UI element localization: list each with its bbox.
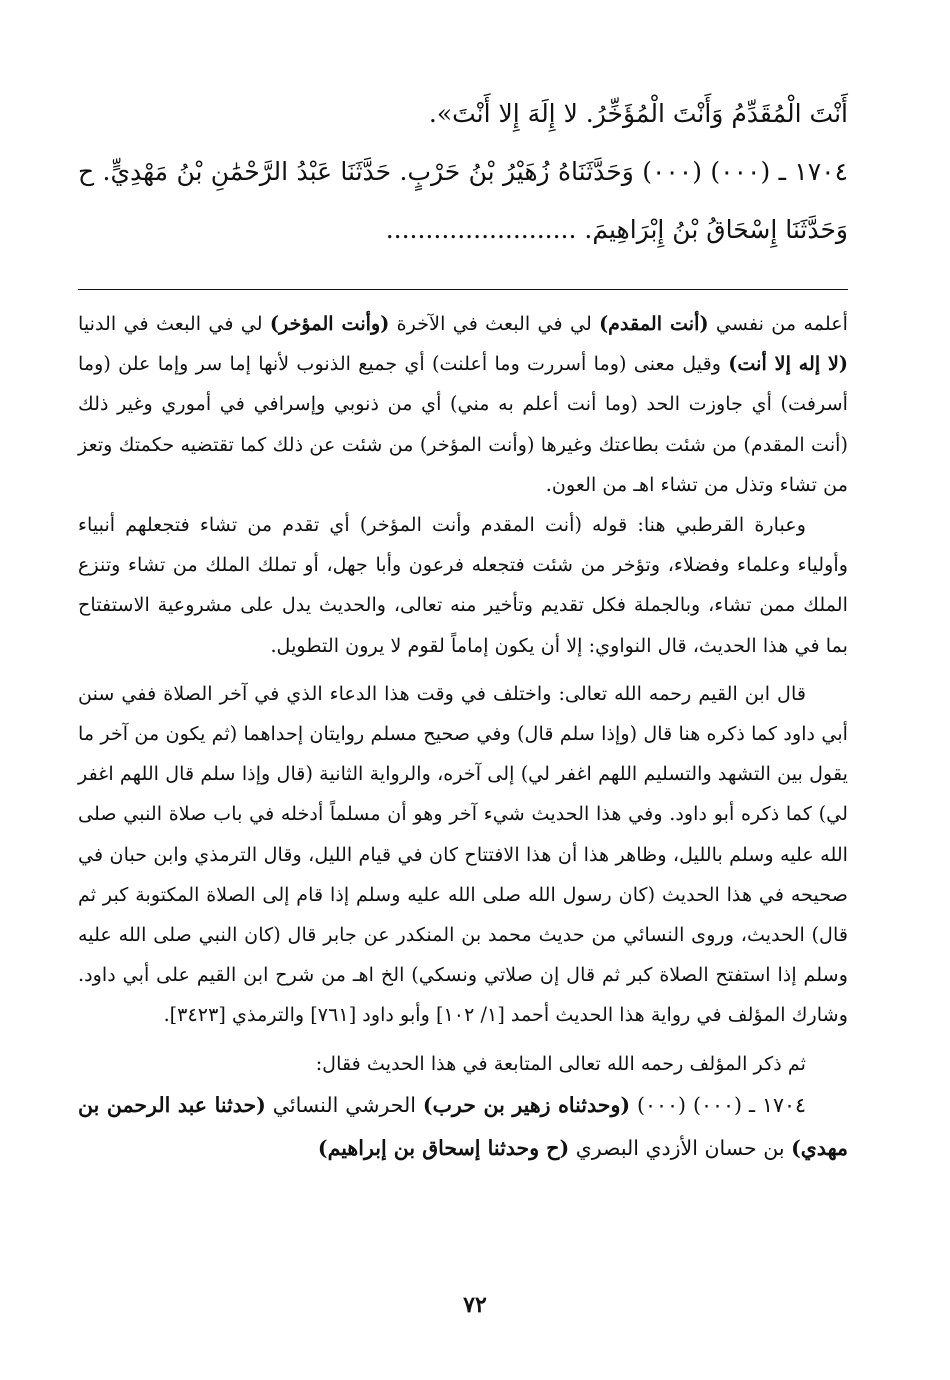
text-segment: لي في البعث في الآخرة [389,312,600,335]
text-segment: الحرشي النسائي [265,1092,423,1117]
bold-segment: (وحدثناه زهير بن حرب) [422,1092,631,1117]
hadith-line-2 [78,143,848,259]
commentary-paragraph-5 [78,1084,848,1170]
commentary-paragraph-3: قال ابن القيم رحمه الله تعالى: واختلف في وقت هذا الدعاء الذي في آخر الصلاة ففي سنن أبي داود كما ذكره هنا قال (وإذا سلم قال) وفي صحيح مسلم روايتان إحداهما (ثم يكون من آخر ما يقول بين التشهد والتسليم اللهم اغفر لي) إلى آخره، والرواية الثانية (قال وإذا سلم قال اللهم اغفر لي) كما ذكره أبو داود. وفي هذا الحديث شيء آخر وهو أن مسلماً أدخله في باب صلاة النبي صلى الله عليه وسلم بالليل، وظاهر هذا أن هذا الافتتاح كان في قيام الليل، وقال الترمذي وابن حبان في صحيحه في هذا الحديث (كان رسول الله صلى الله عليه وسلم إذا قام إلى الصلاة المكتوبة كبر ثم قال) الحديث، وروى النسائي من حديث محمد بن المنكدر عن جابر قال (كان النبي صلى الله عليه وسلم إذا استفتح الصلاة كبر ثم قال إن صلاتي ونسكي) الخ اهـ من شرح ابن القيم على أبي داود. وشارك المؤلف في رواية هذا الحديث أحمد [١/ ١٠٢] وأبو داود [٧٦١] والترمذي [٣٤٢٣]. [78,681,848,1027]
bold-segment: (أنت المقدم) [599,312,709,335]
hadith-line-1: أَنْتَ الْمُقَدِّمُ وَأَنْتَ الْمُؤَخِّرُ. لا إِلَهَ إِلا أَنْتَ». [428,99,848,128]
text-segment: بن حسان الأزدي البصري [569,1135,792,1160]
text-segment: لي في البعث في الدنيا [78,312,270,335]
bold-segment: (حدثنا عبد الرحمن بن مهدي) [78,1092,848,1160]
page-number: ٧٢ [463,1292,487,1318]
commentary-paragraph-2: وعبارة القرطبي هنا: قوله (أنت المقدم وأنت المؤخر) أي تقدم من تشاء فتجعلهم أنبياء وأولياء وعلماء وفضلاء، وتؤخر من شئت فتجعله فرعون وأبا جهل، أو تملك الملك من تشاء وتنزع الملك ممن تشاء، وبالجملة فكل تقديم وتأخير منه تعالى، والحديث يدل على مشروعية الاستفتاح بما في هذا الحديث، قال النواوي: إلا أن يكون إماماً لقوم لا يرون التطويل. [78,513,848,657]
ellipsis-dots: ........................ [385,215,577,244]
bold-segment: (وأنت المؤخر) [269,312,390,335]
commentary [78,304,848,1170]
text-segment: ١٧٠٤ ـ (٠٠٠) (٠٠٠) [630,1092,806,1117]
footnote-divider [78,289,848,290]
commentary-paragraph-4: ثم ذكر المؤلف رحمه الله تعالى المتابعة في هذا الحديث فقال: [315,1051,806,1075]
page-content [78,85,848,1170]
bold-segment: (لا إله إلا أنت) [728,352,848,376]
text-segment: أعلمه من نفسي [708,312,848,335]
text-segment: وقيل معنى (وما أسررت وما أعلنت) أي جميع الذنوب لأنها إما سر وإما علن (وما أسرفت) أي جاوزت الحد (وما أنت أعلم به مني) أي من ذنوبي وإسرافي في أموري وغير ذلك (أنت المقدم) من شئت بطاعتك وغيرها (وأنت المؤخر) من شئت عن ذلك كما تقتضيه حكمتك وتعز من تشاء وتذل من تشاء اهـ من العون. [78,352,848,496]
commentary-paragraph-1 [78,304,848,505]
hadith-text [78,85,848,259]
bold-segment: (ح وحدثنا إسحاق بن إبراهيم) [317,1135,570,1160]
hadith-chain: ١٧٠٤ ـ (٠٠٠) (٠٠٠) وَحَدَّثَنَاهُ زُهَيْرُ بْنُ حَرْبٍ. حَدَّثَنَا عَبْدُ الرَّحْمَٰنِ بْنُ مَهْدِيٍّ. ح وَحَدَّثَنَا إِسْحَاقُ بْنُ إِبْرَاهِيمَ. [78,157,848,244]
